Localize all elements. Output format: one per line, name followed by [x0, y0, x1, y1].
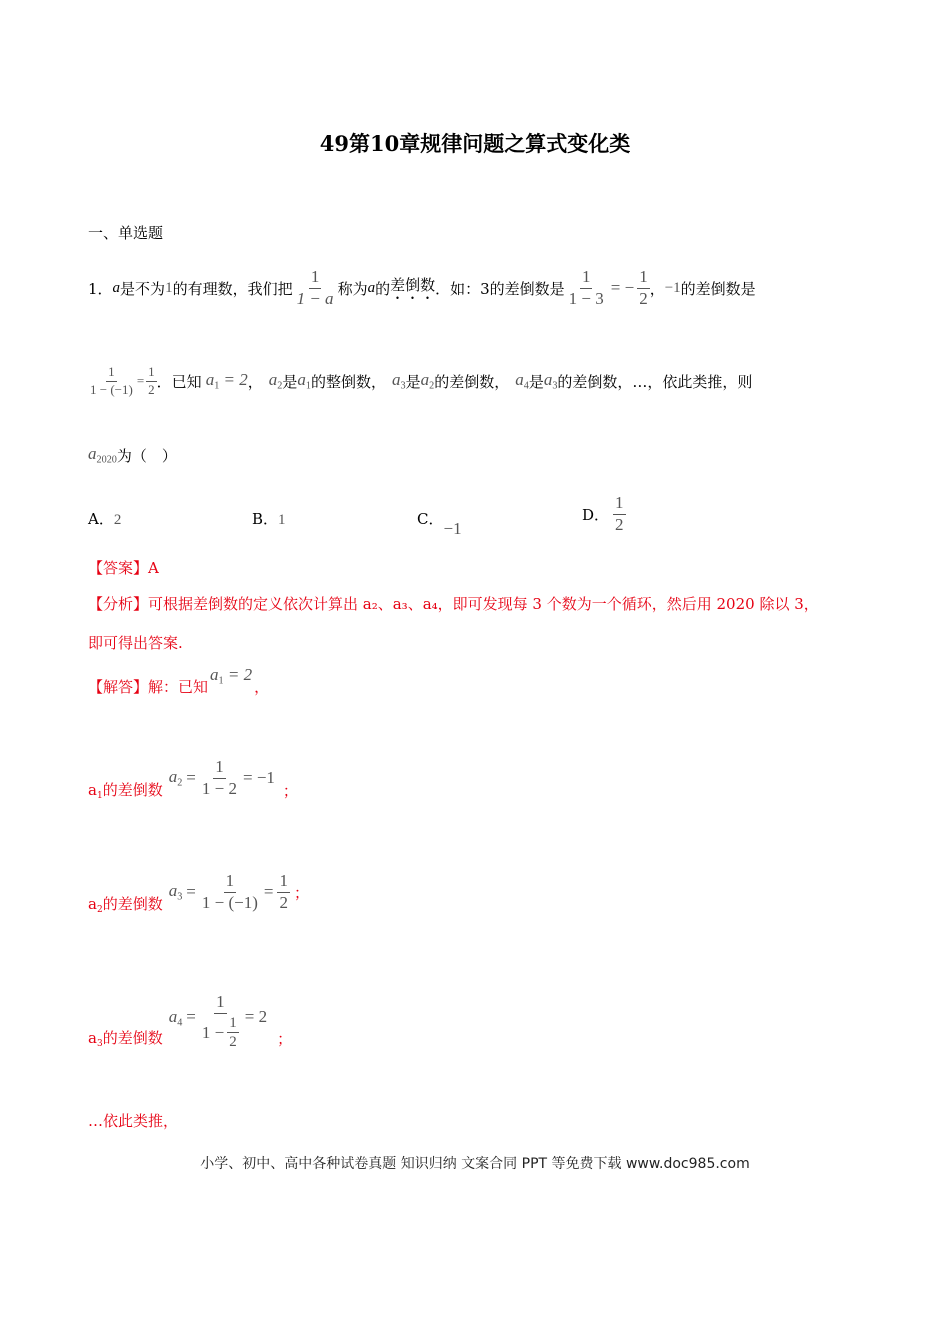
question-line-2 — [88, 356, 752, 406]
text-fragment: 解：已知 — [148, 677, 209, 696]
text-fragment: ．已知 — [156, 372, 202, 391]
subscript: 3 — [400, 380, 406, 392]
var-a: a — [420, 370, 430, 390]
var-a: a — [543, 370, 553, 390]
fraction-denominator: 2 — [148, 381, 155, 397]
text-fragment: 的差倒数是 — [680, 279, 756, 298]
option-value: 2 — [113, 512, 122, 528]
var-a: a — [88, 444, 97, 464]
option-label: B． — [252, 510, 279, 528]
option-d[interactable] — [582, 492, 626, 536]
option-label: A． — [88, 510, 114, 528]
option-b[interactable] — [252, 508, 286, 529]
step-label — [88, 893, 163, 915]
option-value: −1 — [443, 519, 462, 538]
subscript: 1 — [218, 675, 224, 687]
var-a: a — [112, 279, 121, 296]
subscript: 4 — [177, 1017, 183, 1029]
solution-intro — [88, 666, 269, 706]
value: = 2 — [219, 370, 248, 390]
fraction-1-over-1-minus-a — [295, 268, 336, 308]
subscript: 2 — [429, 380, 435, 392]
fraction-numerator: 1 — [637, 268, 650, 289]
fraction-1-over-2 — [277, 872, 290, 912]
var-a: a — [88, 894, 97, 913]
var-a3 — [392, 370, 406, 392]
fraction-numerator: 1 — [613, 494, 626, 515]
var-a3 — [169, 881, 183, 903]
question-line-3 — [88, 440, 177, 470]
option-label: D． — [582, 505, 610, 524]
text-fragment: 的整倒数， — [310, 372, 386, 391]
text-fragment: 称为 — [337, 279, 368, 298]
var-a2 — [269, 370, 283, 392]
question-number: 1． — [88, 279, 113, 298]
var-a: a — [88, 1028, 97, 1047]
var-a: a — [168, 1007, 178, 1027]
analysis-label: 【分析】 — [88, 595, 149, 613]
fraction-numerator: 1 — [309, 268, 322, 289]
var-a4 — [515, 370, 529, 392]
var-a2 — [421, 370, 435, 392]
answer-value: A — [148, 559, 159, 577]
equals-sign: = — [186, 768, 196, 787]
equals-sign: = — [136, 373, 145, 388]
result: = 2 — [244, 1007, 268, 1027]
step-label — [88, 779, 163, 801]
var-a1 — [297, 370, 311, 392]
var-a: a — [205, 370, 215, 390]
fraction-numerator: 1 — [224, 872, 237, 893]
text-fragment: ， — [254, 677, 270, 696]
var-a: a — [367, 279, 376, 296]
result: = −1 — [242, 768, 275, 787]
subscript: 2 — [96, 905, 103, 916]
answer — [88, 557, 159, 578]
subscript: 1 — [214, 380, 220, 392]
text-fragment: 的差倒数 — [102, 1028, 163, 1047]
var-a: a — [210, 665, 219, 685]
subscript: 4 — [523, 380, 529, 392]
expr-a1-equals-2 — [206, 370, 248, 392]
text-fragment: 的有理数，我们把 — [172, 279, 293, 298]
text-fragment: 是不为 — [120, 279, 166, 298]
var-a2 — [169, 767, 183, 789]
section-heading: 一、单选题 — [88, 224, 164, 242]
fraction-denominator: 1 − 3 — [568, 288, 604, 308]
expr-a1-equals-2 — [210, 665, 252, 687]
analysis-line-2: 即可得出答案. — [88, 634, 183, 652]
text-fragment: ； — [277, 1029, 293, 1048]
var-a: a — [268, 370, 278, 390]
equals-sign: = — [186, 882, 196, 901]
text-fragment: 的差倒数， — [434, 372, 510, 391]
fraction-1-over-2 — [637, 268, 650, 308]
subscript: 3 — [177, 891, 183, 903]
subscript: 3 — [552, 380, 558, 392]
question-line-1 — [88, 258, 756, 318]
option-c[interactable] — [417, 508, 462, 538]
term-chadaoshu: 差倒数 — [390, 275, 436, 294]
fraction-1-over-2 — [227, 1015, 239, 1051]
value: = 2 — [223, 665, 253, 685]
var-a3 — [544, 370, 558, 392]
solution-step-3 — [88, 990, 292, 1070]
text-fragment: ， — [247, 372, 263, 391]
complex-fraction — [200, 993, 241, 1051]
fraction-numerator: 1 — [227, 1015, 239, 1034]
fraction-1-over-1-minus-neg1 — [88, 365, 135, 397]
fraction-numerator: 1 — [277, 872, 290, 893]
page-footer: 小学、初中、高中各种试卷真题 知识归纳 文案合同 PPT 等免费下载 www.doc985.com — [200, 1156, 750, 1172]
fraction-denominator: 1 − (−1) — [201, 892, 258, 912]
solution-label: 【解答】 — [88, 677, 149, 696]
text-fragment: 为（ ） — [116, 446, 177, 465]
solution-step-1 — [88, 748, 298, 808]
option-value: 1 — [278, 512, 286, 528]
fraction-1-over-2 — [146, 365, 157, 397]
text-fragment: ．如：3的差倒数是 — [435, 279, 565, 298]
var-a: a — [168, 767, 178, 787]
fraction-numerator: 1 — [106, 365, 117, 381]
subscript: 2020 — [96, 454, 117, 466]
fraction-denominator — [200, 1014, 241, 1051]
subscript: 2 — [177, 777, 183, 789]
fraction-denominator: 1 − (−1) — [90, 381, 133, 397]
var-a: a — [392, 370, 401, 390]
fraction-1-over-1-minus-neg1 — [200, 872, 260, 912]
solution-step-2 — [88, 862, 309, 922]
subscript: 3 — [96, 1039, 103, 1050]
text-fragment: 的差倒数 — [102, 780, 163, 799]
fraction-numerator: 1 — [213, 758, 226, 779]
text-fragment: 的差倒数，…，依此类推，则 — [557, 372, 753, 391]
expr-a4 — [169, 993, 267, 1051]
equals-sign: = — [186, 1007, 196, 1027]
text-fragment: 的差倒数 — [102, 894, 163, 913]
fraction-numerator: 1 — [214, 993, 227, 1014]
step-label — [88, 1027, 163, 1049]
text-fragment: 1 − — [201, 1022, 225, 1042]
var-a2020 — [88, 444, 117, 466]
fraction-numerator: 1 — [146, 365, 157, 381]
number-minus-1: −1 — [664, 279, 681, 296]
fraction-numerator: 1 — [580, 268, 593, 289]
text-fragment: ， — [649, 279, 665, 298]
text-fragment: 是 — [405, 372, 421, 391]
fraction-1-over-2 — [613, 494, 626, 534]
fraction-denominator: 2 — [229, 1034, 237, 1051]
text-fragment: ； — [282, 781, 298, 800]
solution-etc: …依此类推， — [88, 1112, 179, 1130]
var-a: a — [297, 370, 306, 390]
subscript: 1 — [96, 791, 103, 802]
answer-label: 【答案】 — [88, 559, 149, 577]
text-fragment: 是 — [528, 372, 544, 391]
subscript: 1 — [305, 380, 311, 392]
number-1: 1 — [165, 279, 173, 296]
text-fragment: 的 — [375, 279, 391, 298]
option-label: C． — [417, 510, 444, 528]
fraction-denominator: 2 — [639, 288, 648, 308]
fraction-1-over-1-minus-3 — [567, 268, 606, 308]
analysis-line-1 — [88, 593, 819, 614]
fraction-1-over-1-minus-2 — [200, 758, 239, 798]
var-a: a — [168, 881, 178, 901]
equals-minus: = − — [610, 278, 635, 297]
option-a[interactable] — [88, 508, 121, 529]
var-a4 — [169, 1007, 183, 1029]
fraction-denominator: 2 — [279, 892, 288, 912]
subscript: 2 — [277, 380, 283, 392]
page-title: 49第10章规律问题之算式变化类 — [319, 131, 631, 156]
equals-sign: = — [263, 882, 274, 901]
fraction-denominator: 1 − 2 — [201, 778, 237, 798]
analysis-text: 可根据差倒数的定义依次计算出 a₂、a₃、a₄，即可发现每 3 个数为一个循环，然后用 2020 除以 3， — [148, 595, 819, 613]
text-fragment: ； — [293, 883, 309, 902]
text-fragment: 是 — [282, 372, 298, 391]
var-a: a — [515, 370, 524, 390]
var-a: a — [88, 780, 97, 799]
fraction-denominator: 1 − a — [296, 288, 334, 308]
fraction-denominator: 2 — [615, 514, 624, 534]
